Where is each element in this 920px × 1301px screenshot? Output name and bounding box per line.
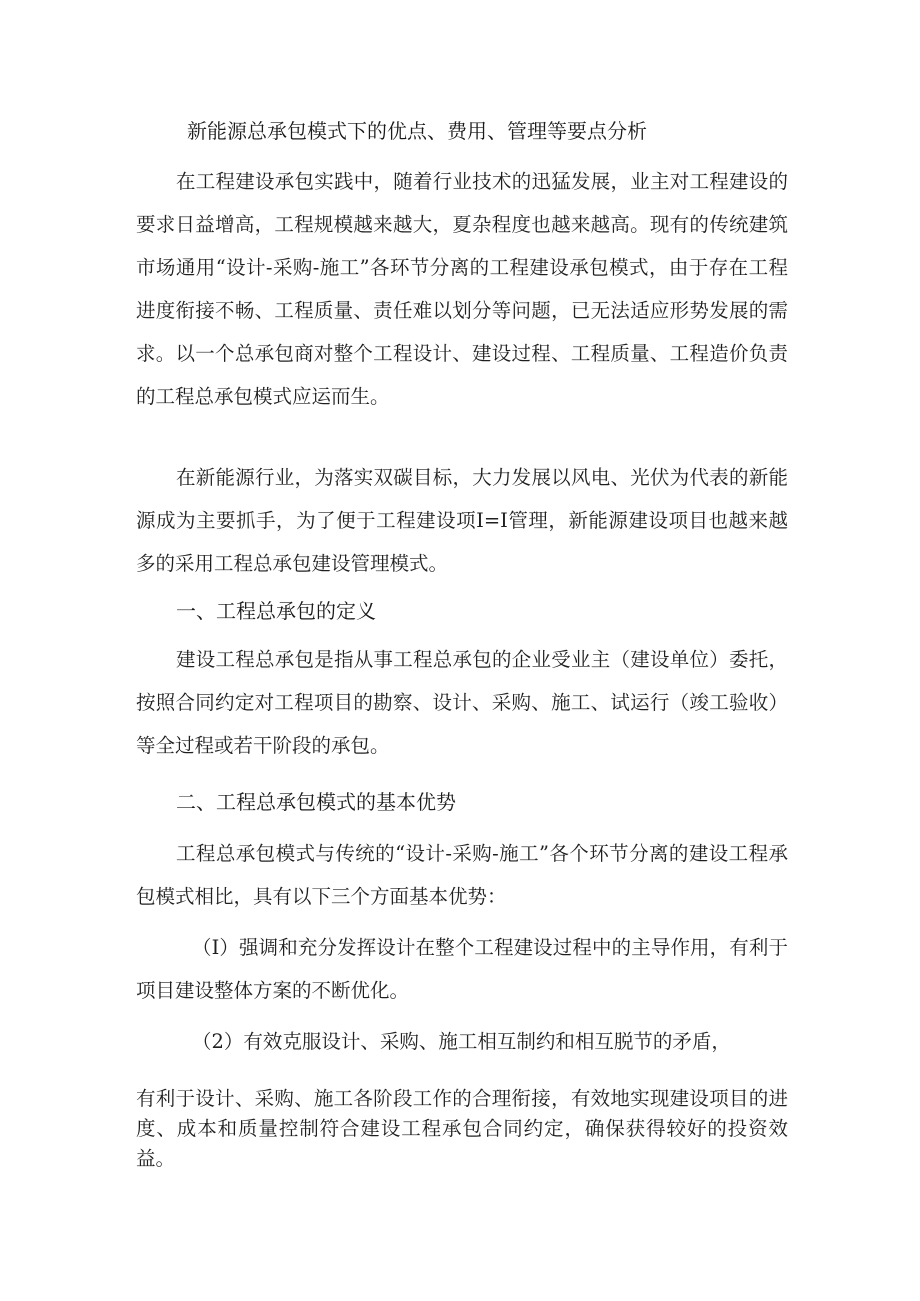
paragraph-intro: 在工程建设承包实践中，随着行业技术的迅猛发展，业主对工程建设的要求日益增高，工程规模越来越大，夏杂程度也越来越高。现有的传统建筑市场通用“设计-采购-施工”各环节分离的工程建设承包模式，由于存在工程进度衔接不畅、工程质量、责任难以划分等问题，已无法适应形势发展的需求。以一个总承包商对整个工程设计、建设过程、工程质量、工程造价负责的工程总承包模式应运而生。 xyxy=(136,170,788,408)
paragraph-point-1: （I）强调和充分发挥设计在整个工程建设过程中的主导作用，有利于项目建设整体方案的不断优化。 xyxy=(136,936,788,1002)
section-heading-definition: 一、工程总承包的定义 xyxy=(176,599,376,623)
paragraph-point-2-head: （2）有效克服设计、采购、施工相互制约和相互脱节的矛盾， xyxy=(192,1030,731,1053)
paragraph-definition: 建设工程总承包是指从事工程总承包的企业受业主（建设单位）委托，按照合同约定对工程项目的勘察、设计、采购、施工、试运行（竣工验收）等全过程或若干阶段的承包。 xyxy=(136,648,788,757)
paragraph-new-energy: 在新能源行业，为落实双碳目标，大力发展以风电、光伏为代表的新能源成为主要抓手，为了便于工程建设项I=I管理，新能源建设项目也越来越多的采用工程总承包建设管理模式。 xyxy=(136,466,788,575)
paragraph-point-2-body: 有利于设计、采购、施工各阶段工作的合理衔接，有效地实现建设项目的进度、成本和质量控制符合建设工程承包合同约定，确保获得较好的投资效益。 xyxy=(136,1087,788,1170)
section-heading-advantages: 二、工程总承包模式的基本优势 xyxy=(176,790,456,814)
page-title: 新能源总承包模式下的优点、费用、管理等要点分析 xyxy=(187,119,647,143)
paragraph-advantages-intro: 工程总承包模式与传统的“设计-采购-施工”各个环节分离的建设工程承包模式相比，具有以下三个方面基本优势： xyxy=(136,842,788,908)
